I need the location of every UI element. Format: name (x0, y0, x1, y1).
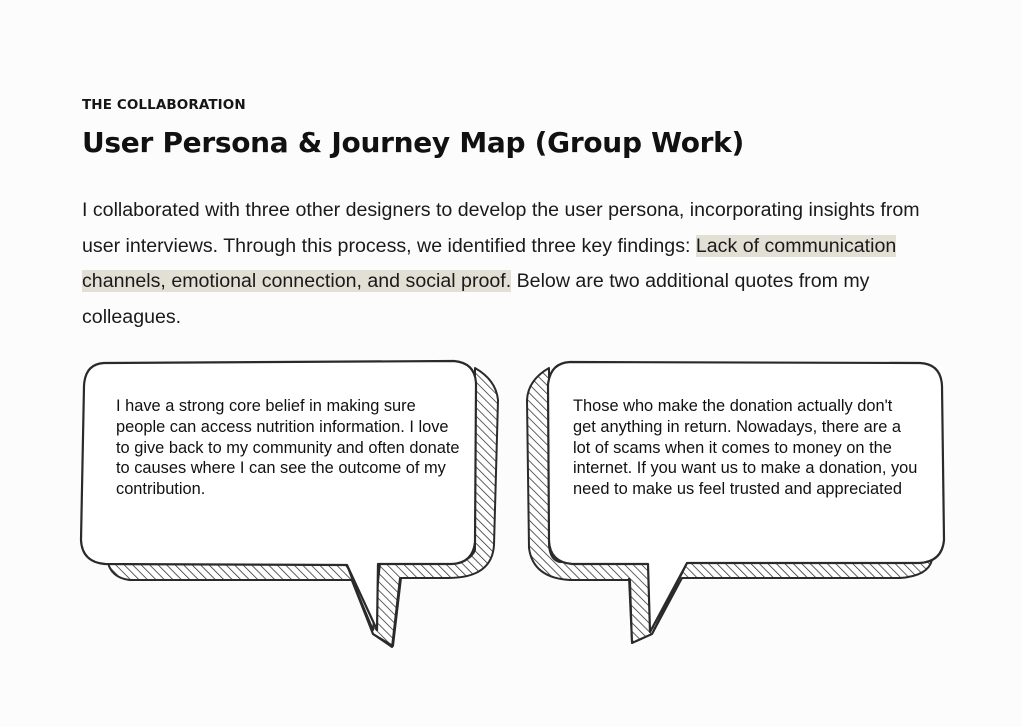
section-eyebrow: THE COLLABORATION (82, 97, 246, 113)
intro-text: I collaborated with three other designers to develop the user persona, incorporating insights from user interviews. Through this process, we identified three key findings: (82, 199, 920, 257)
intro-text-end: Below are two additional quotes from my colleagues. (82, 270, 870, 328)
key-findings-highlight: Lack of communication channels, emotional connection, and social proof. (82, 234, 897, 292)
colleague-quote-1: I have a strong core belief in making sure people can access nutrition information. I love to give back to my community and often donate to causes where I can see the outcome of my contribution. (116, 397, 460, 499)
section-title: User Persona & Journey Map (Group Work) (82, 126, 744, 159)
colleague-quote-2: Those who make the donation actually don't get anything in return. Nowadays, there are a lot of scams when it comes to money on the internet. If you want us to make a donation, you need to make us feel trusted and appreciated (573, 397, 918, 499)
